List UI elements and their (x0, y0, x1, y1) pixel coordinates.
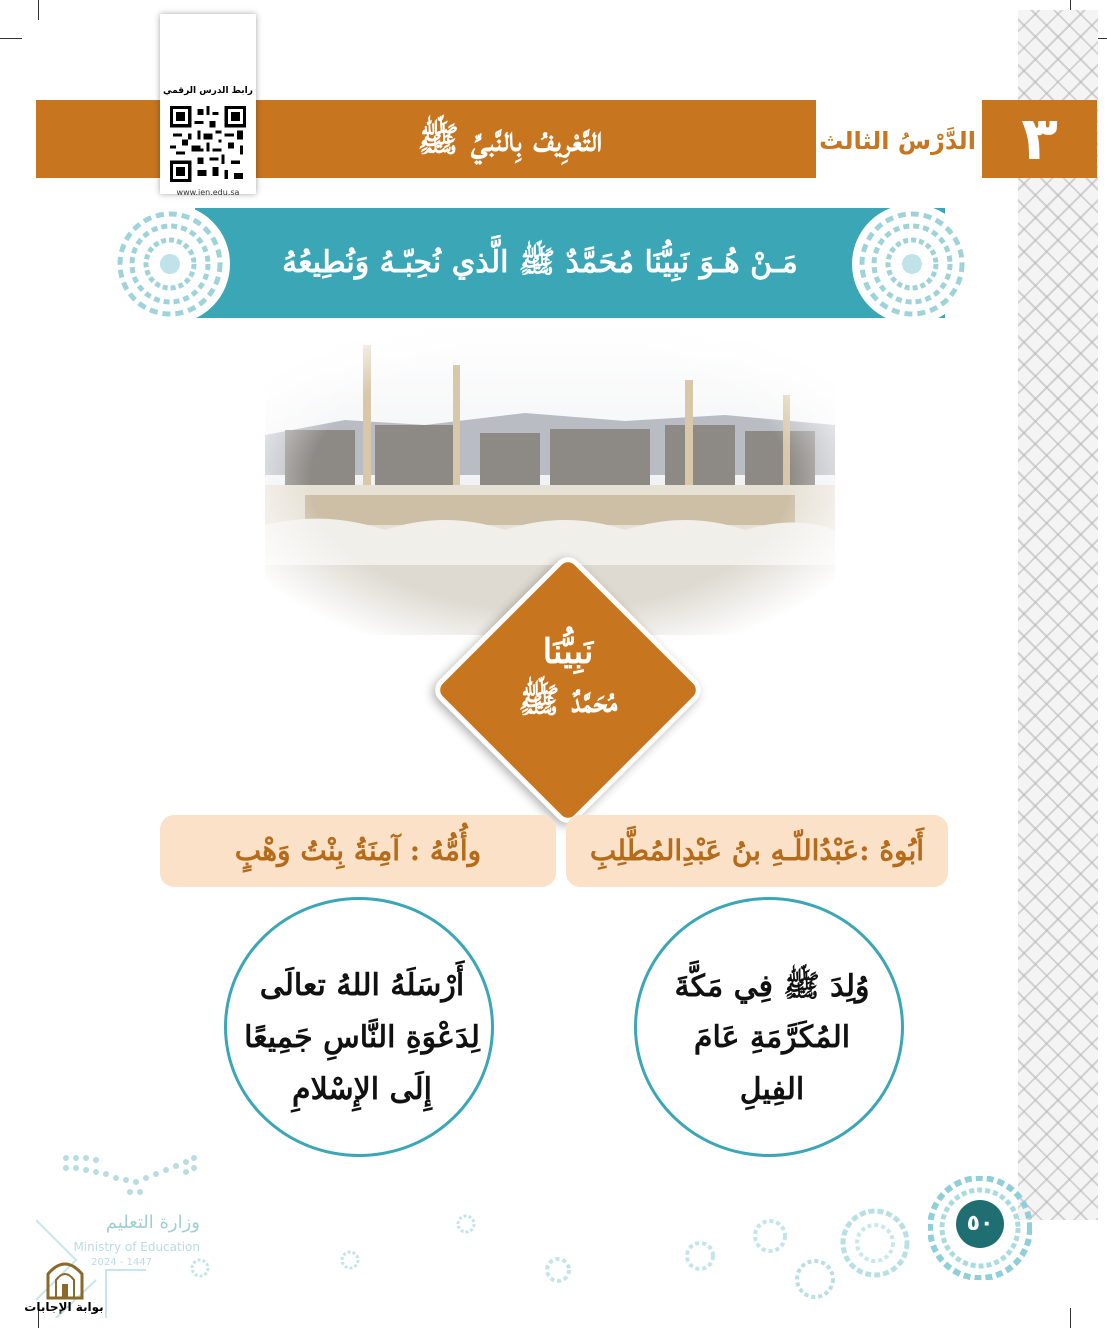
lesson-label: الدَّرْسُ الثالث (819, 127, 976, 155)
crop-mark (1070, 1308, 1071, 1328)
lesson-number: ٣ (982, 100, 1097, 178)
answers-portal-logo-icon (44, 1256, 86, 1300)
crop-mark (38, 0, 39, 20)
birth-line-3: الفِيلِ (739, 1072, 805, 1107)
crop-mark (0, 38, 22, 39)
mission-line-2: لِدَعْوَةِ النَّاسِ جَمِيعًا (244, 1020, 480, 1055)
flower-ornament-icon (340, 1250, 360, 1270)
flower-ornament-icon (190, 1258, 210, 1278)
lesson-title: التَّعْرِيفُ بِالنَّبيِّ ﷺ (417, 120, 603, 160)
ministry-name-arabic: وزارة التعليم (105, 1212, 200, 1233)
rosette-ornament-icon (850, 202, 974, 326)
rosette-ornament-icon (108, 202, 232, 326)
qr-url[interactable]: www.ien.edu.sa (176, 188, 240, 197)
flower-ornament-icon (840, 1208, 910, 1278)
flower-ornament-icon (456, 1214, 476, 1234)
birth-line-2: المُكَرَّمَةِ عَامَ (693, 1020, 851, 1055)
ministry-logo-icon (60, 1152, 200, 1200)
decorative-pattern-strip (1018, 10, 1098, 1220)
father-box: أَبُوهُ :عَبْدُاللّـهِ بنُ عَبْدِالمُطَّلِبِ (566, 815, 948, 887)
diamond-line-1: نَبِيُّنَا (542, 632, 594, 672)
birth-circle (634, 897, 904, 1157)
birth-line-1: وُلِدَ ﷺ فِي مَكَّةَ (674, 969, 870, 1004)
qr-code-icon[interactable] (170, 100, 246, 188)
ministry-name-english: Ministry of Education (73, 1240, 200, 1254)
qr-label: رابط الدرس الرقمي (163, 86, 253, 96)
ministry-year: 2024 - 1447 (91, 1257, 152, 1268)
qr-card[interactable] (160, 14, 256, 197)
mission-line-1: أَرْسَلَهُ اللهُ تعالَى (259, 968, 465, 1003)
flower-ornament-icon (752, 1218, 788, 1254)
page-number: ٥٠ (956, 1200, 1004, 1248)
mission-circle (224, 897, 494, 1157)
flower-ornament-icon (544, 1256, 572, 1284)
mission-line-3: إِلَى الإِسْلامِ (292, 1072, 432, 1107)
flower-ornament-icon (684, 1240, 716, 1272)
question-text: مَـنْ هُـوَ نَبِيُّنَا مُحَمَّدٌ ﷺ الَّذي نُحِبّـهُ وَنُطِيعُهُ (282, 245, 798, 280)
answers-portal-label: بوابة الإجابات (24, 1300, 104, 1314)
flower-ornament-icon (794, 1258, 836, 1300)
diamond-line-2: مُحَمَّدٌ ﷺ (518, 681, 618, 721)
mother-box: وأُمُّهُ : آمِنَةُ بِنْتُ وَهْبٍ (160, 815, 556, 887)
prophet-name-diamond (470, 592, 666, 788)
